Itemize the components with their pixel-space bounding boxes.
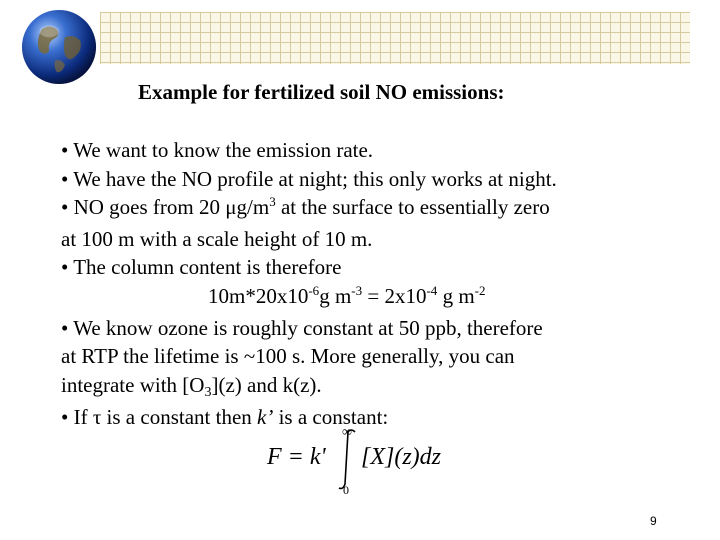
bullet-column-content: • The column content is therefore [61, 255, 342, 280]
upper-limit: ∞ [342, 425, 352, 440]
superscript: -6 [308, 282, 320, 298]
subscript: 3 [204, 384, 212, 400]
text-segment: g/m [236, 195, 270, 220]
text-segment: = 2x10 [362, 283, 427, 308]
text-segment: ](z) and k(z). [211, 372, 322, 397]
text-segment: is a constant then [101, 405, 258, 430]
k-prime-italic: k’ [257, 405, 274, 430]
text-segment: g m [437, 283, 475, 308]
text-segment: at the surface to essentially zero [275, 195, 550, 220]
bullet-no-profile: • We have the NO profile at night; this only works at night. [61, 166, 557, 191]
text-segment: 10m*20x10 [208, 283, 309, 308]
superscript: -3 [351, 282, 363, 298]
integral-equation [265, 424, 475, 496]
superscript: 3 [269, 194, 276, 210]
column-content-formula [61, 282, 701, 314]
tau-symbol: τ [92, 405, 102, 430]
lower-limit: 0 [343, 483, 349, 496]
bullet-ozone-cont-1: at RTP the lifetime is ~100 s. More generally, you can [61, 344, 515, 369]
page-number: 9 [650, 514, 657, 528]
text-segment: • If [61, 405, 93, 430]
text-segment: is a constant: [273, 405, 389, 430]
bullet-no-range [61, 193, 701, 225]
text-segment: integrate with [O [61, 372, 205, 397]
superscript: -2 [474, 282, 486, 298]
bullet-ozone-cont-2 [61, 371, 701, 404]
text-segment: g m [319, 283, 352, 308]
globe-icon [20, 8, 98, 86]
bullet-ozone: • We know ozone is roughly constant at 50 ppb, therefore [61, 315, 543, 340]
slide-body [61, 136, 701, 432]
text-segment: • NO goes from 20 [61, 195, 226, 220]
equation-integrand: [X](z)dz [361, 444, 442, 470]
mu-symbol: μ [225, 195, 237, 220]
equation-lhs: F = k' [267, 444, 326, 470]
superscript: -4 [426, 282, 438, 298]
bullet-no-range-cont: at 100 m with a scale height of 10 m. [61, 226, 373, 251]
header-grid-band [100, 12, 690, 64]
bullet-emission-rate: • We want to know the emission rate. [61, 138, 374, 162]
slide-title: Example for fertilized soil NO emissions: [138, 80, 505, 104]
